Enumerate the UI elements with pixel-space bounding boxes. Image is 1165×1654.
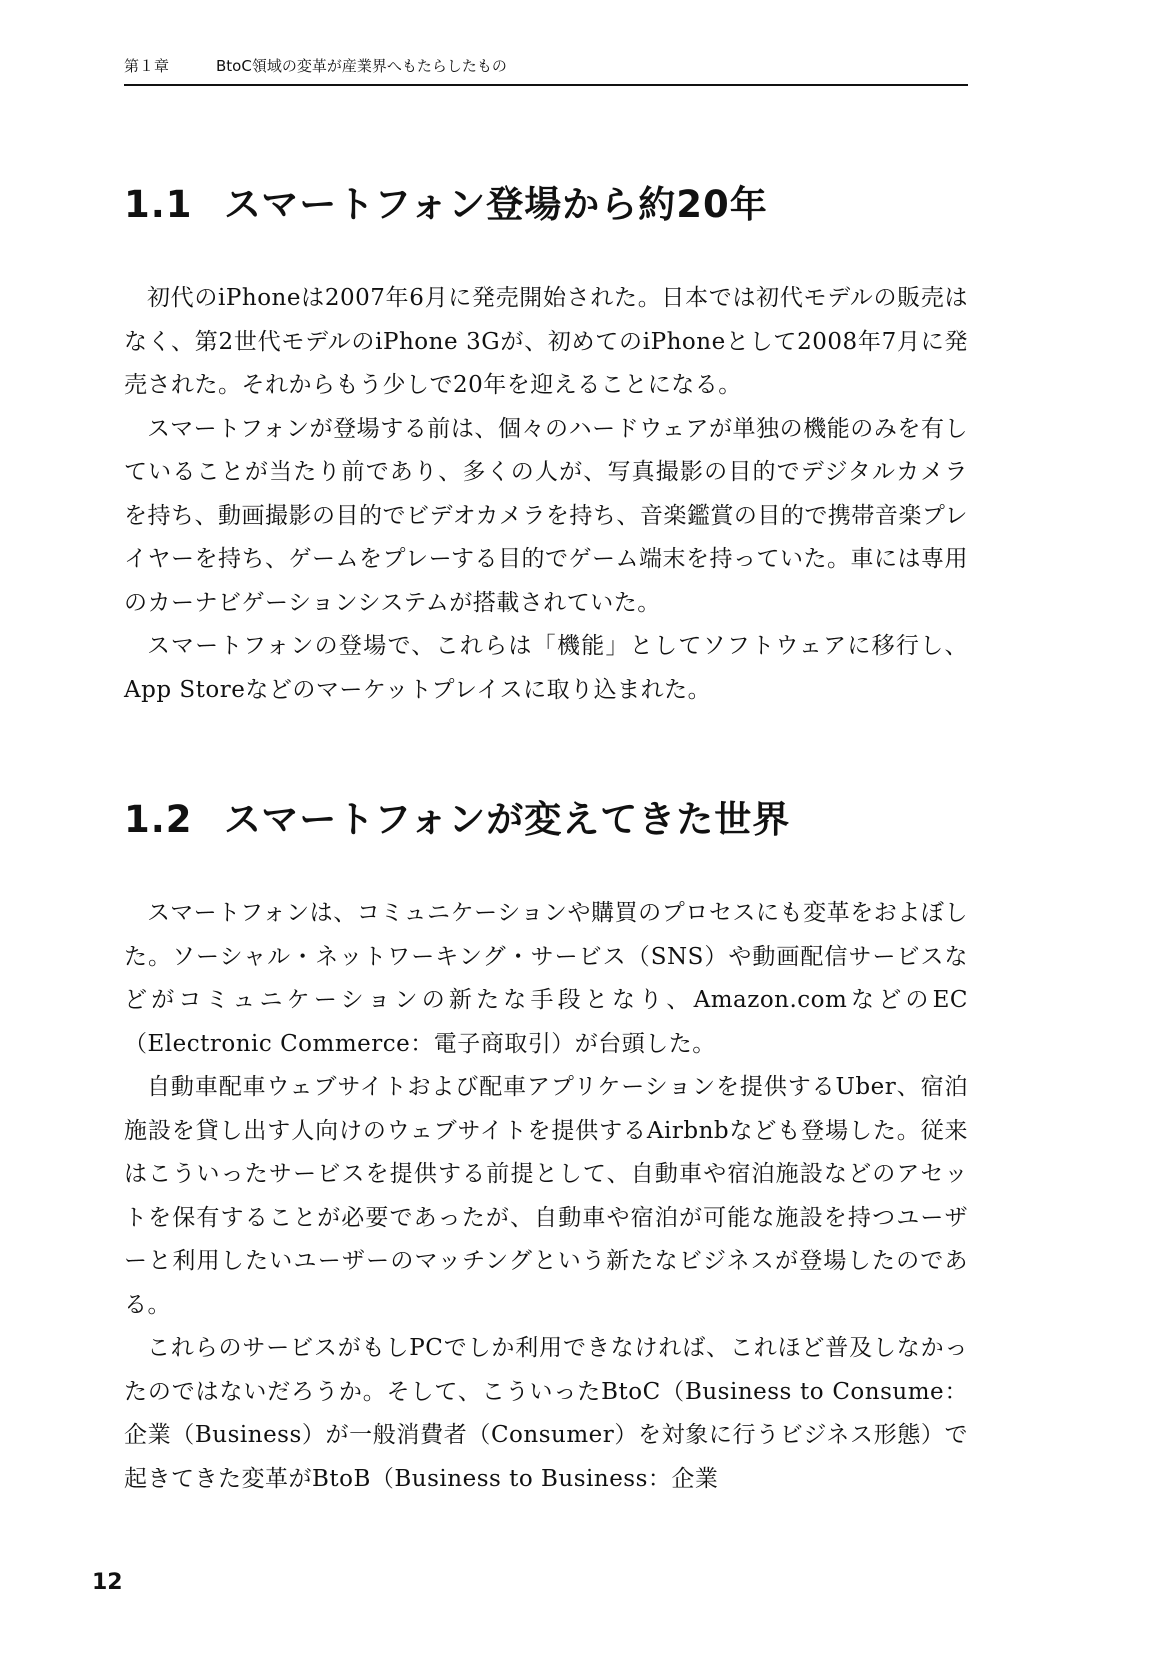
section-heading-1-1 [124,180,968,230]
section-number: 1.1 [124,183,193,226]
section-body-1-2 [124,892,968,1501]
paragraph: スマートフォンが登場する前は、個々のハードウェアが単独の機能のみを有していることが当たり前であり、多くの人が、写真撮影の目的でデジタルカメラを持ち、動画撮影の目的でビデオカメラを持ち、音楽鑑賞の目的で携帯音楽プレイヤーを持ち、ゲームをプレーする目的でゲーム端末を持っていた。車には専用のカーナビゲーションシステムが搭載されていた。 [124,415,968,616]
paragraph: これらのサービスがもしPCでしか利用できなければ、これほど普及しなかったのではないだろうか。そして、こういったBtoC（Business to Consume：企業（Business）が一般消費者（Consumer）を対象に行うビジネス形態）で起きてきた変革がBtoB（Business to Business：企業 [124,1335,968,1492]
chapter-label: 第１章 [124,57,170,75]
section-title: スマートフォン登場から約20年 [224,183,768,226]
section-body-1-1 [124,277,968,712]
section-heading-1-2 [124,795,968,845]
section-number: 1.2 [124,798,193,841]
section-title: スマートフォンが変えてきた世界 [224,798,791,841]
paragraph: スマートフォンの登場で、これらは「機能」としてソフトウェアに移行し、App Storeなどのマーケットプレイスに取り込まれた。 [124,633,968,703]
paragraph: 初代のiPhoneは2007年6月に発売開始された。日本では初代モデルの販売はなく、第2世代モデルのiPhone 3Gが、初めてのiPhoneとして2008年7月に発売された。それからもう少しで20年を迎えることになる。 [124,285,968,398]
page-number: 12 [92,1570,123,1595]
paragraph: スマートフォンは、コミュニケーションや購買のプロセスにも変革をおよぼした。ソーシャル・ネットワーキング・サービス（SNS）や動画配信サービスなどがコミュニケーションの新たな手段となり、Amazon.comなどのEC（Electronic Commerce：電子商取引）が台頭した。 [124,900,968,1057]
paragraph: 自動車配車ウェブサイトおよび配車アプリケーションを提供するUber、宿泊施設を貸し出す人向けのウェブサイトを提供するAirbnbなども登場した。従来はこういったサービスを提供する前提として、自動車や宿泊施設などのアセットを保有することが必要であったが、自動車や宿泊が可能な施設を持つユーザーと利用したいユーザーのマッチングという新たなビジネスが登場したのである。 [124,1074,968,1318]
running-header [124,54,968,86]
chapter-title: BtoC領域の変革が産業界へもたらしたもの [216,57,507,75]
